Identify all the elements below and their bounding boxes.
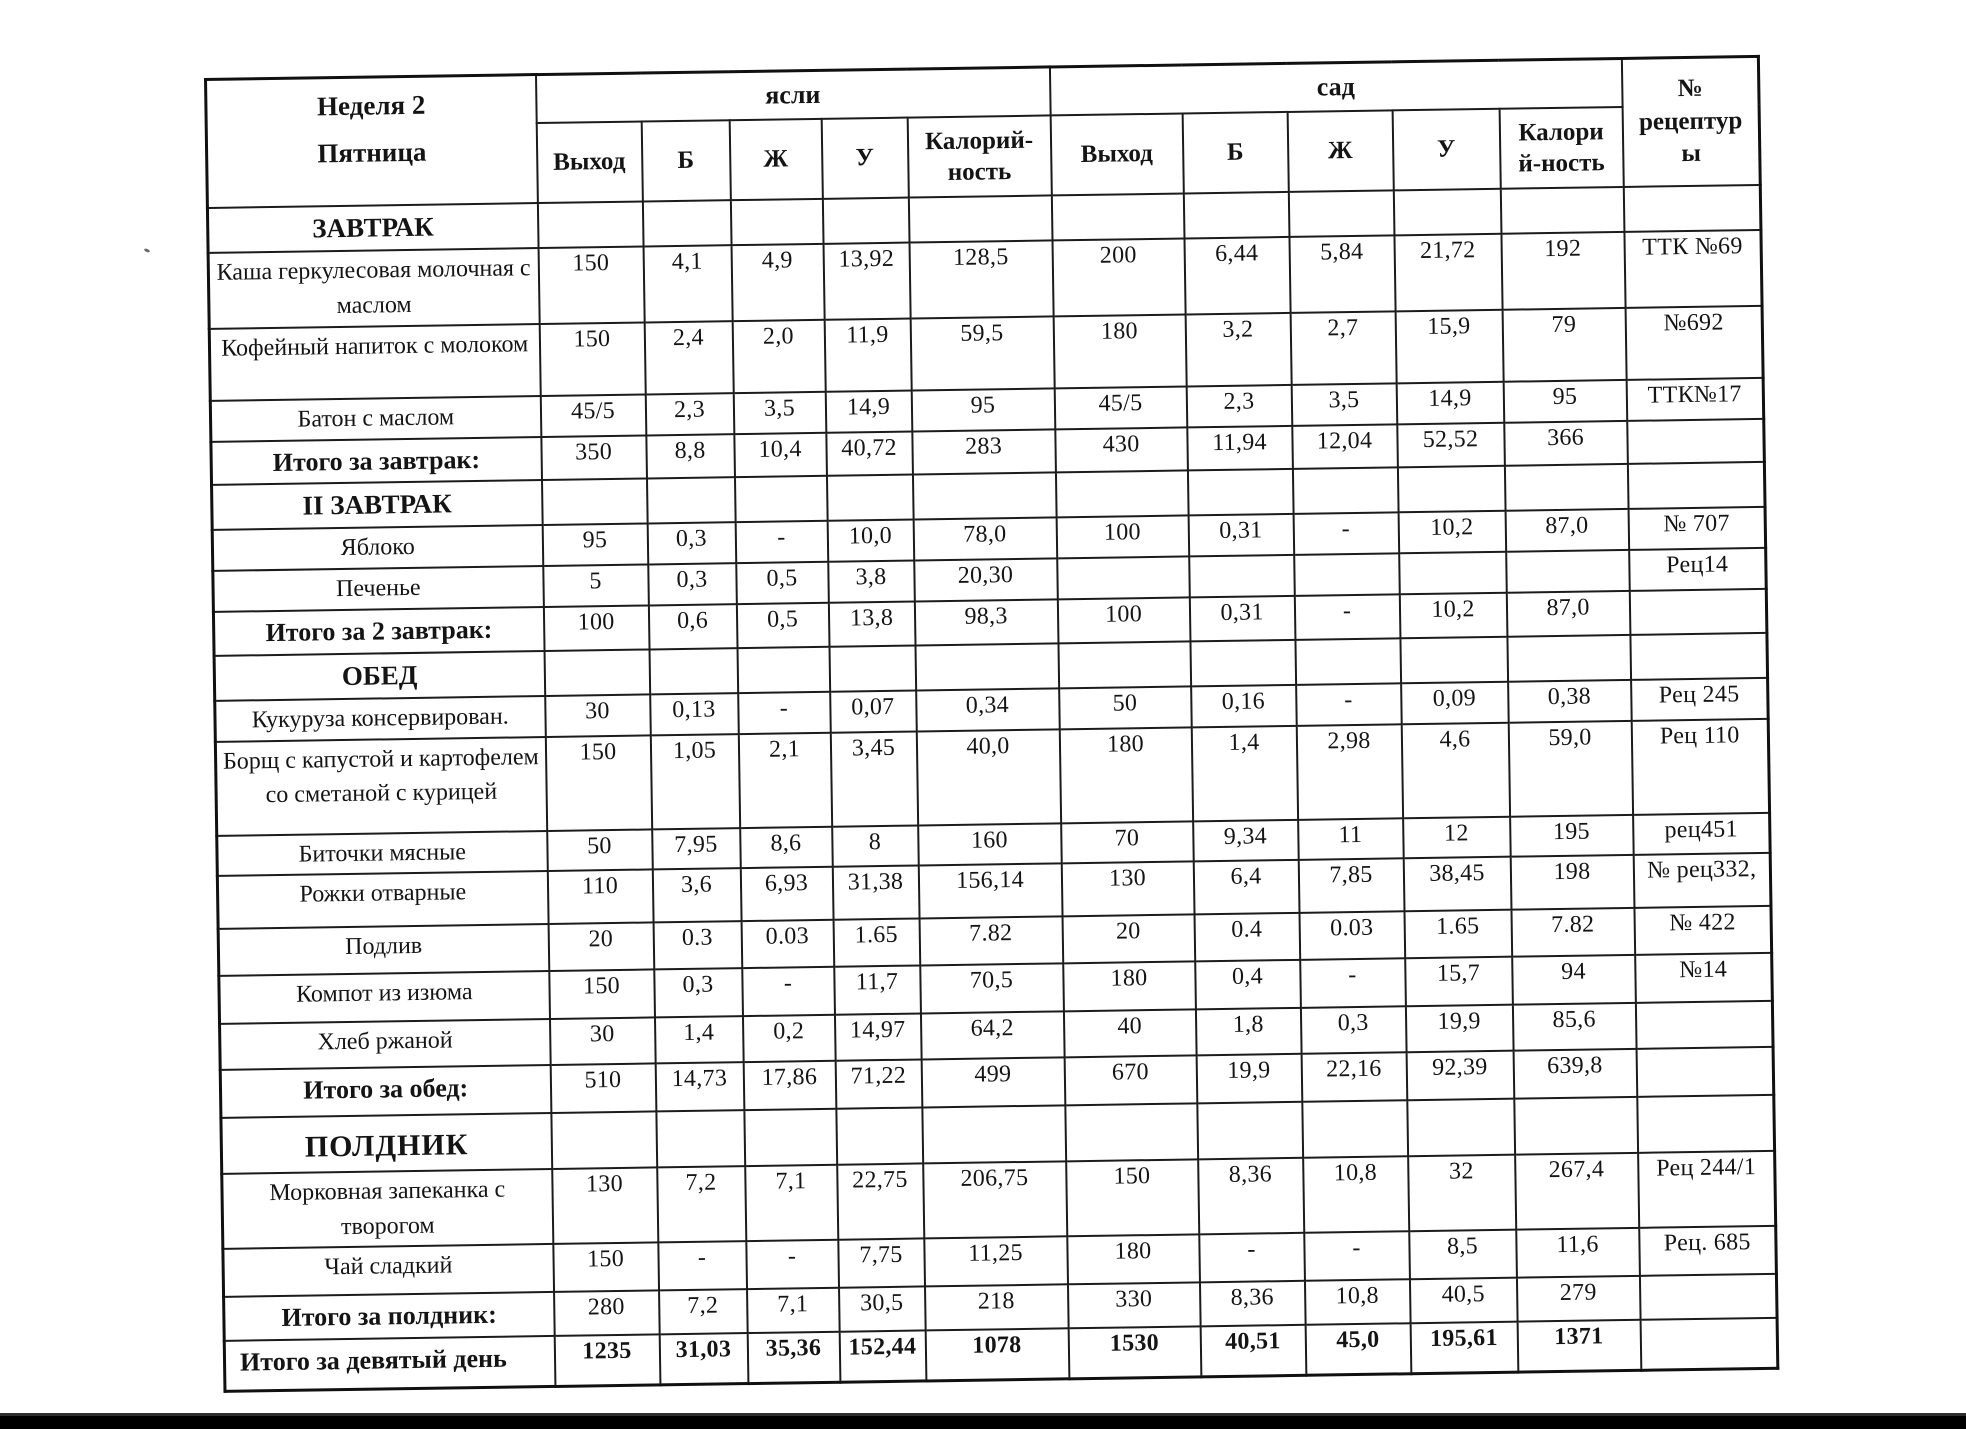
yasli-value [537, 202, 643, 249]
sad-value: 20 [1062, 915, 1195, 964]
yasli-value: 20,30 [914, 559, 1058, 602]
sad-value: - [1296, 683, 1402, 725]
yasli-value: 150 [553, 1243, 659, 1293]
recipe-ref: Рец 110 [1631, 718, 1769, 814]
yasli-value: 150 [538, 247, 644, 324]
scan-bottom-edge [0, 1413, 1966, 1429]
sad-value: 79 [1502, 308, 1626, 382]
yasli-value [908, 195, 1052, 242]
recipe-ref: №692 [1625, 306, 1763, 380]
recipe-ref [1623, 185, 1761, 232]
yasli-value: 2,4 [644, 321, 733, 394]
yasli-value: 40,72 [826, 431, 913, 476]
section-label: ОБЕД [214, 651, 545, 701]
yasli-value: 0,6 [648, 604, 737, 649]
yasli-value: 31,38 [832, 866, 919, 920]
sad-value: 8,36 [1200, 1281, 1306, 1327]
yasli-value [649, 648, 738, 694]
dish-name: Каша геркулесовая молочная с маслом [208, 248, 539, 328]
yasli-value: 30 [550, 1018, 656, 1066]
yasli-value: 0,3 [648, 563, 737, 605]
sad-value: 19,9 [1196, 1054, 1302, 1104]
sad-value: 180 [1053, 314, 1186, 388]
dish-name: Подлив [218, 924, 549, 976]
recipe-ref [1636, 1047, 1774, 1097]
recipe-ref: рец451 [1633, 812, 1771, 855]
yasli-value: 1,05 [650, 734, 739, 829]
yasli-value: 22,75 [837, 1163, 924, 1240]
yasli-value: 0,3 [647, 523, 736, 565]
yasli-value [542, 479, 648, 526]
yasli-value: 7,75 [838, 1239, 925, 1288]
yasli-value: 0,34 [916, 688, 1060, 731]
sad-value: 50 [1059, 686, 1192, 729]
yasli-value: 0,5 [736, 562, 829, 604]
col-header-yasli-u: У [821, 118, 908, 199]
yasli-value: 30 [545, 694, 651, 736]
sad-value: 52,52 [1397, 422, 1505, 467]
yasli-value: 0,5 [736, 603, 829, 648]
yasli-value: 152,44 [839, 1331, 926, 1382]
sad-value [1065, 1104, 1198, 1161]
sad-value: - [1199, 1233, 1305, 1283]
sad-value: 32 [1408, 1155, 1516, 1232]
sad-value: 180 [1059, 727, 1192, 823]
recipe-ref [1635, 1001, 1773, 1049]
sad-value: 1,4 [1191, 725, 1297, 821]
sad-value [1514, 1097, 1638, 1154]
col-header-yasli-vyhod: Выход [536, 122, 642, 204]
yasli-value: 14,73 [655, 1062, 744, 1111]
recipe-ref [1627, 418, 1765, 464]
sad-value: 198 [1510, 855, 1634, 910]
yasli-value [737, 646, 830, 693]
sad-value: 100 [1057, 597, 1190, 643]
yasli-value: 71,22 [835, 1060, 922, 1109]
yasli-value [642, 200, 731, 246]
recipe-ref [1640, 1274, 1778, 1320]
sad-value: 70 [1061, 821, 1194, 864]
recipe-ref: № 422 [1634, 906, 1772, 955]
yasli-value: 206,75 [923, 1161, 1067, 1239]
yasli-value [829, 645, 916, 691]
section-label: ЗАВТРАК [207, 203, 538, 253]
sad-value: 670 [1064, 1056, 1197, 1106]
dish-name: Рожки отварные [217, 871, 548, 929]
sad-value: 3,2 [1185, 313, 1291, 387]
recipe-ref [1630, 633, 1768, 680]
recipe-ref: Рец. 685 [1639, 1226, 1777, 1276]
sad-value: 0.03 [1299, 912, 1405, 961]
sad-value: 40,51 [1200, 1325, 1306, 1377]
dish-name: Борщ с капустой и картофелем со сметаной с курицей [215, 737, 546, 836]
yasli-value: 156,14 [918, 864, 1062, 919]
dish-name: Компот из изюма [219, 971, 550, 1024]
menu-table-container [204, 55, 1779, 1393]
sad-value: 15,9 [1395, 310, 1503, 384]
sad-value: 45,0 [1305, 1324, 1411, 1376]
yasli-value: 0.03 [741, 920, 834, 968]
yasli-value: 130 [552, 1167, 658, 1244]
yasli-value: - [738, 692, 831, 734]
yasli-value: - [735, 521, 828, 563]
sad-value: 1371 [1517, 1320, 1641, 1372]
sad-value: 0,31 [1188, 514, 1294, 556]
yasli-value: 98,3 [914, 599, 1058, 645]
sad-value: 0,16 [1191, 685, 1297, 727]
sad-value [1197, 1102, 1303, 1159]
group-header-yasli: ясли [535, 67, 1050, 123]
sad-value [1190, 640, 1296, 687]
sad-value: 7.82 [1511, 908, 1635, 957]
dish-name: Биточки мясные [217, 831, 548, 877]
sad-value: 21,72 [1394, 234, 1502, 311]
yasli-value: 11,9 [824, 318, 911, 391]
yasli-value: 10,0 [827, 520, 914, 562]
sad-value: 45/5 [1054, 386, 1187, 429]
yasli-value: 95 [911, 388, 1055, 431]
sad-value: 639,8 [1513, 1049, 1637, 1099]
sad-value: 330 [1068, 1283, 1201, 1329]
recipe-ref: ТТК №69 [1624, 230, 1762, 308]
sad-value [1189, 555, 1295, 597]
sad-value: 10,2 [1399, 593, 1507, 638]
yasli-value: 13,92 [823, 243, 910, 320]
sad-value: 11,94 [1187, 425, 1293, 470]
yasli-value: 0.3 [653, 922, 742, 970]
recipe-ref: Рец 244/1 [1638, 1151, 1776, 1229]
yasli-value [734, 476, 827, 523]
yasli-value [544, 649, 650, 696]
sad-value [1295, 638, 1401, 685]
sad-value: 0,31 [1189, 596, 1295, 641]
yasli-value: 64,2 [920, 1012, 1064, 1060]
week-day-header-cell [206, 75, 538, 208]
dish-name: Чай сладкий [223, 1244, 554, 1297]
sad-value: 10,8 [1305, 1280, 1411, 1326]
dish-name: Кофейный напиток с молоком [209, 324, 540, 401]
sad-value [1183, 192, 1289, 239]
sad-value: 8,5 [1409, 1230, 1517, 1280]
yasli-value: 30,5 [839, 1287, 926, 1332]
col-header-sad-zh: Ж [1287, 110, 1393, 192]
sad-value [1504, 464, 1628, 511]
yasli-value: 3,8 [828, 561, 915, 603]
scan-speck [144, 248, 151, 253]
yasli-value [656, 1110, 745, 1167]
sad-value: 87,0 [1505, 509, 1629, 552]
yasli-value: 100 [543, 605, 649, 650]
sad-value: 6,4 [1193, 860, 1299, 915]
sad-value: 59,0 [1508, 720, 1632, 816]
sad-value [1507, 635, 1631, 682]
yasli-value: 1235 [554, 1335, 660, 1387]
col-header-sad-u: У [1392, 109, 1500, 191]
yasli-value: 150 [545, 735, 651, 831]
day-label: Пятница [317, 136, 427, 169]
yasli-value: 1.65 [833, 919, 920, 967]
sad-value [1055, 471, 1188, 518]
col-header-sad-b: Б [1182, 112, 1288, 194]
yasli-value [551, 1112, 657, 1169]
yasli-value: 14,97 [834, 1014, 921, 1061]
yasli-value: 2,3 [645, 393, 734, 435]
dish-name: Печенье [213, 566, 544, 612]
sad-value: 22,16 [1301, 1053, 1407, 1103]
yasli-value: 7.82 [919, 917, 1063, 966]
sad-value [1399, 552, 1507, 594]
sad-value: 11 [1298, 818, 1404, 860]
sad-value: 1530 [1068, 1327, 1201, 1379]
col-header-sad-kcal: Калори й-ность [1499, 107, 1623, 189]
sad-value: - [1300, 959, 1406, 1009]
sad-value: 15,7 [1405, 957, 1513, 1007]
yasli-value: 11,7 [834, 966, 921, 1015]
yasli-value: 160 [918, 823, 1062, 866]
yasli-value: 280 [554, 1291, 660, 1337]
total-label: Итого за 2 завтрак: [213, 607, 544, 656]
yasli-value: 13,8 [828, 601, 915, 646]
yasli-value: - [658, 1242, 747, 1291]
sad-value: 87,0 [1506, 591, 1630, 637]
sad-value: 366 [1504, 420, 1628, 466]
col-header-yasli-b: Б [641, 120, 730, 201]
menu-table [204, 55, 1779, 1393]
recipe-ref [1629, 589, 1767, 635]
yasli-value: 7,1 [747, 1288, 840, 1333]
yasli-value: 6,93 [740, 867, 833, 921]
yasli-value [922, 1106, 1066, 1164]
yasli-value [826, 475, 913, 521]
sad-value: 150 [1066, 1159, 1199, 1237]
yasli-value: 70,5 [920, 964, 1064, 1014]
sad-value: 2,3 [1186, 385, 1292, 427]
sad-value [1500, 187, 1624, 234]
yasli-value: 4,9 [731, 244, 824, 321]
sad-value: 14,9 [1396, 381, 1504, 423]
yasli-value: 40,0 [916, 729, 1060, 825]
yasli-value: 0,13 [650, 693, 739, 735]
yasli-value [822, 198, 909, 244]
sad-value: 180 [1067, 1235, 1200, 1285]
sad-value: 192 [1501, 232, 1625, 309]
sad-value: 40,5 [1409, 1278, 1517, 1324]
yasli-value: 8,6 [740, 826, 833, 868]
yasli-value [912, 473, 1056, 520]
sad-value: 85,6 [1512, 1003, 1636, 1051]
week-label: Неделя 2 [316, 89, 426, 122]
sad-value: - [1304, 1232, 1410, 1282]
sad-value [1302, 1101, 1408, 1158]
col-header-yasli-zh: Ж [729, 119, 822, 200]
yasli-value: 0,07 [830, 690, 917, 732]
yasli-value: 50 [547, 829, 653, 871]
sad-value: 6,44 [1184, 237, 1290, 314]
sad-value: 95 [1503, 380, 1627, 423]
sad-value: 12,04 [1292, 424, 1398, 469]
yasli-value [646, 477, 735, 523]
col-header-yasli-kcal: Калорий- ность [907, 115, 1051, 197]
dish-name: Хлеб ржаной [220, 1019, 551, 1070]
sad-value: 100 [1056, 516, 1189, 559]
sad-value [1288, 190, 1394, 237]
total-label: Итого за девятый день [224, 1336, 555, 1391]
dish-name: Яблоко [212, 525, 543, 571]
recipe-ref: № 707 [1628, 507, 1766, 550]
yasli-value: - [742, 967, 835, 1016]
yasli-value: 350 [541, 435, 647, 480]
recipe-ref [1640, 1318, 1778, 1370]
dish-name: Кукуруза консервирован. [215, 696, 546, 742]
sad-value [1397, 466, 1505, 513]
yasli-value: 110 [547, 870, 653, 925]
yasli-value: 59,5 [910, 316, 1054, 390]
sad-value: 3,5 [1291, 383, 1397, 425]
sad-value: 12 [1403, 816, 1511, 858]
recipe-ref: ТТК№17 [1626, 378, 1764, 421]
yasli-value: 45/5 [540, 394, 646, 436]
sad-value: 5,84 [1289, 236, 1395, 313]
sad-value [1400, 636, 1508, 683]
sad-value: 130 [1061, 862, 1194, 917]
sad-value: 0.4 [1194, 913, 1300, 962]
yasli-value [915, 643, 1059, 690]
yasli-value: 20 [548, 923, 654, 972]
sad-value: 10,8 [1303, 1156, 1409, 1233]
yasli-value: 1,4 [654, 1016, 743, 1063]
sad-value [1057, 557, 1190, 600]
yasli-value: 150 [549, 970, 655, 1020]
total-label: Итого за завтрак: [211, 437, 542, 486]
sad-value: - [1293, 513, 1399, 555]
yasli-value: 150 [539, 322, 645, 396]
total-label: Итого за полдник: [224, 1292, 555, 1341]
yasli-value: 3,5 [733, 392, 826, 434]
yasli-value: 3,6 [652, 869, 741, 923]
recipe-ref: №14 [1635, 953, 1773, 1003]
sad-value [1051, 193, 1184, 240]
sad-value: 430 [1055, 427, 1188, 473]
yasli-value: 1078 [925, 1329, 1069, 1381]
dish-name: Батон с маслом [210, 396, 541, 442]
yasli-value: 2,0 [732, 320, 825, 393]
sad-value: 94 [1512, 955, 1636, 1005]
sad-value: 8,36 [1198, 1158, 1304, 1235]
yasli-value: 128,5 [909, 241, 1053, 319]
sad-value [1393, 189, 1501, 236]
yasli-value: 8,8 [646, 434, 735, 479]
sad-value: 195 [1510, 814, 1634, 857]
sad-value: 0,38 [1508, 680, 1632, 723]
yasli-value: 0,3 [654, 968, 743, 1017]
yasli-value [730, 199, 823, 246]
sad-value: 279 [1516, 1276, 1640, 1322]
recipe-ref: № рец332, [1633, 853, 1771, 908]
sad-value: 4,6 [1401, 722, 1509, 818]
yasli-value: 5 [543, 565, 649, 607]
sad-value: 7,85 [1298, 859, 1404, 914]
sad-value: 1,8 [1195, 1008, 1301, 1056]
sad-value: 1.65 [1404, 910, 1512, 959]
sad-value: 200 [1052, 239, 1185, 317]
yasli-value: 510 [550, 1064, 656, 1114]
yasli-value: 35,36 [747, 1332, 840, 1383]
section-label: II ЗАВТРАК [212, 480, 543, 530]
yasli-value: 17,86 [743, 1061, 836, 1110]
sad-value: 9,34 [1193, 819, 1299, 861]
yasli-value [744, 1109, 837, 1166]
yasli-value: 218 [925, 1285, 1069, 1331]
sad-value: 38,45 [1403, 857, 1511, 912]
yasli-value: 95 [542, 524, 648, 566]
sad-value: 40 [1063, 1010, 1196, 1058]
yasli-value: 7,2 [659, 1290, 748, 1335]
sad-value [1058, 641, 1191, 688]
sad-value: 0,09 [1401, 682, 1509, 724]
yasli-value: 10,4 [734, 432, 827, 477]
recipe-ref [1637, 1095, 1775, 1153]
sad-value: 19,9 [1405, 1005, 1513, 1053]
yasli-value: 2,1 [738, 732, 831, 827]
recipe-ref: Рец14 [1629, 548, 1767, 591]
recipe-ref [1627, 462, 1765, 509]
total-label: Итого за обед: [220, 1065, 551, 1118]
sad-value: 11,6 [1516, 1228, 1640, 1278]
sad-value: 10,2 [1398, 511, 1506, 553]
yasli-value: 14,9 [825, 390, 912, 432]
sad-value [1407, 1099, 1515, 1156]
yasli-value: 3,45 [830, 731, 917, 826]
sad-value: 195,61 [1410, 1322, 1518, 1374]
group-header-sad: сад [1049, 58, 1622, 115]
sad-value: 2,98 [1296, 724, 1402, 820]
sad-value: 267,4 [1515, 1153, 1639, 1230]
sad-value: 0,4 [1195, 960, 1301, 1010]
col-header-sad-vyhod: Выход [1050, 113, 1183, 195]
yasli-value: 7,2 [657, 1166, 746, 1243]
sad-value [1294, 553, 1400, 595]
yasli-value: 7,1 [745, 1165, 838, 1242]
sad-value: 2,7 [1290, 311, 1396, 385]
yasli-value: 0,2 [742, 1015, 835, 1062]
yasli-value: - [746, 1240, 839, 1289]
yasli-value: 499 [921, 1058, 1065, 1108]
yasli-value [836, 1108, 923, 1165]
sad-value: 0,3 [1300, 1007, 1406, 1055]
yasli-value: 78,0 [913, 518, 1057, 561]
yasli-value: 4,1 [643, 245, 732, 322]
yasli-value: 31,03 [659, 1334, 748, 1385]
recipe-column-header: № рецептур ы [1621, 56, 1760, 187]
sad-value: 180 [1063, 962, 1196, 1012]
sad-value [1292, 468, 1398, 515]
yasli-value: 8 [832, 825, 919, 867]
recipe-ref: Рец 245 [1631, 678, 1769, 721]
sad-value [1187, 469, 1293, 516]
dish-name: Морковная запеканка с творогом [222, 1169, 553, 1249]
yasli-value: 11,25 [924, 1237, 1068, 1287]
section-label: ПОЛДНИК [221, 1113, 552, 1173]
yasli-value: 283 [912, 429, 1056, 475]
yasli-value: 7,95 [652, 828, 741, 870]
sad-value: 92,39 [1406, 1051, 1514, 1101]
sad-value: - [1294, 594, 1400, 639]
sad-value [1506, 550, 1630, 593]
